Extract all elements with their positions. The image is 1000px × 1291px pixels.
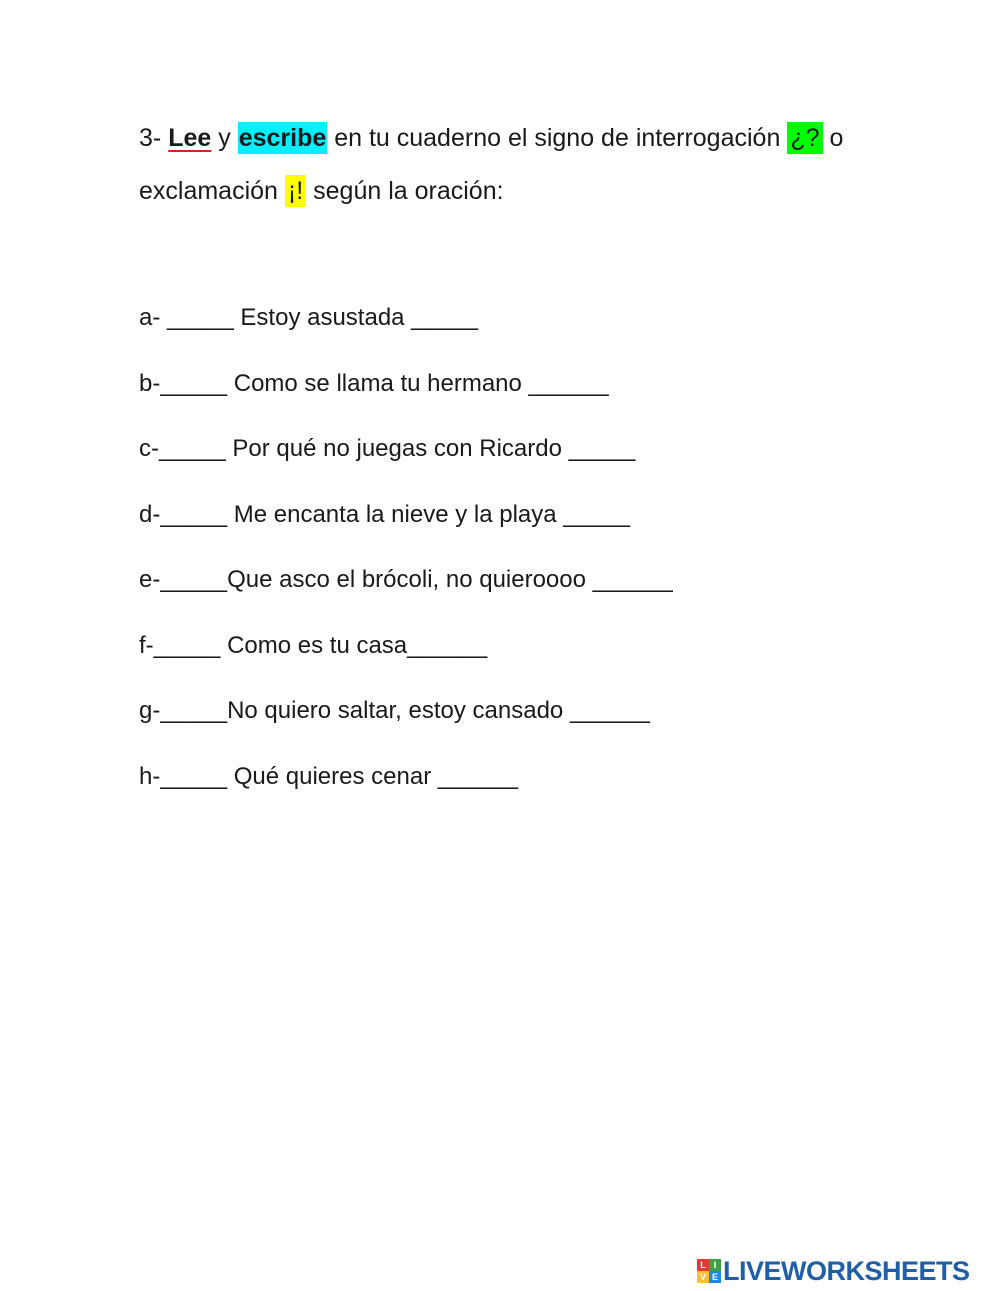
sentence-list xyxy=(139,300,673,824)
sentence-item-e: e-_____Que asco el brócoli, no quieroooo ______ xyxy=(139,566,673,593)
logo-letter-i: I xyxy=(709,1259,721,1271)
exclamation-sign: ¡! xyxy=(285,175,306,207)
sentence-item-c: c-_____ Por qué no juegas con Ricardo _____ xyxy=(139,435,636,462)
instruction-ending: según la oración: xyxy=(313,177,504,205)
exercise-number: 3- xyxy=(139,124,162,152)
sentence-item-g: g-_____No quiero saltar, estoy cansado ______ xyxy=(139,697,651,724)
instruction-middle: en tu cuaderno el signo de interrogación xyxy=(334,124,781,152)
liveworksheets-logo xyxy=(697,1256,970,1286)
logo-letter-v: V xyxy=(697,1271,709,1283)
word-y: y xyxy=(218,124,231,152)
word-exclamacion: exclamación xyxy=(139,177,278,205)
instruction-text xyxy=(139,112,899,218)
sentence-item-h: h-_____ Qué quieres cenar ______ xyxy=(139,762,518,790)
word-o: o xyxy=(829,124,844,152)
question-sign: ¿? xyxy=(787,122,822,154)
sentence-item-a: a- _____ Estoy asustada _____ xyxy=(139,304,478,331)
logo-letter-l: L xyxy=(697,1259,709,1271)
word-escribe: escribe xyxy=(238,124,327,152)
logo-letter-e: E xyxy=(709,1271,721,1283)
sentence-item-d: d-_____ Me encanta la nieve y la playa _____ xyxy=(139,500,631,528)
sentence-item-b: b-_____ Como se llama tu hermano ______ xyxy=(139,369,609,397)
word-lee: Lee xyxy=(168,124,212,152)
live-logo-icon xyxy=(697,1259,721,1283)
sentence-item-f: f-_____ Como es tu casa______ xyxy=(139,631,488,659)
logo-text: LIVEWORKSHEETS xyxy=(723,1255,970,1286)
